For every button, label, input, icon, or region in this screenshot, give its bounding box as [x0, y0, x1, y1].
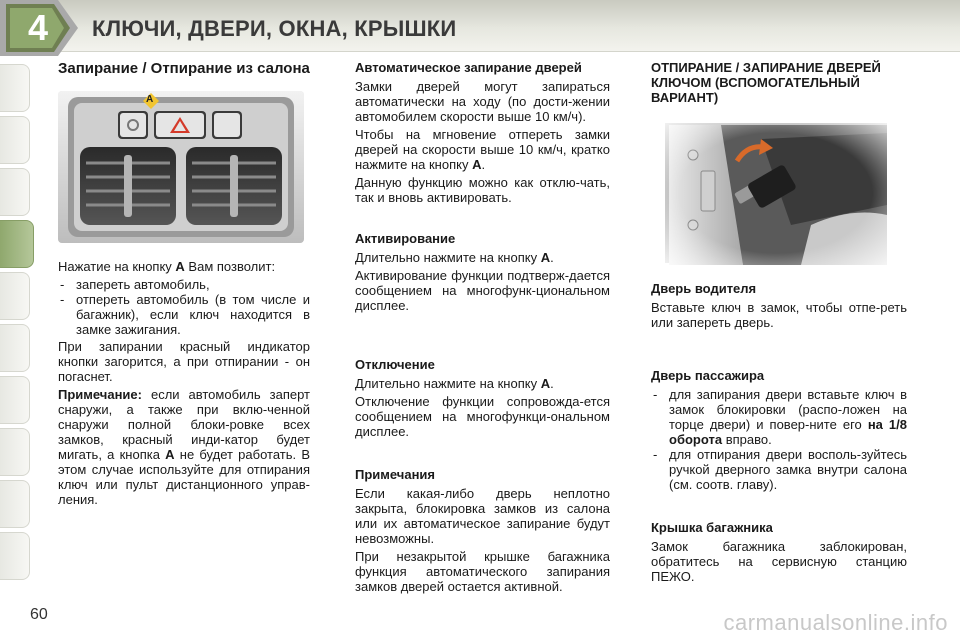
list-item: - запереть автомобиль,	[58, 277, 310, 292]
side-tab-3[interactable]	[0, 168, 30, 216]
list-item: - для отпирания двери восполь-зуйтесь ручкой дверного замка внутри салона (см. соотв. главу).	[651, 447, 907, 492]
page-number: 60	[30, 606, 48, 623]
section-heading-key-locking: ОТПИРАНИЕ / ЗАПИРАНИЕ ДВЕРЕЙ КЛЮЧОМ (ВСПОМОГАТЕЛЬНЫЙ ВАРИАНТ)	[651, 60, 881, 105]
lock-indicator-paragraph: При запирании красный индикатор кнопки загорится, а при отпирании - он погаснет.	[58, 339, 310, 384]
watermark: carmanualsonline.info	[723, 610, 948, 635]
side-tab-2[interactable]	[0, 116, 30, 164]
section-heading-passenger-door: Дверь пассажира	[651, 368, 765, 383]
activation-p1	[355, 250, 610, 265]
door-key-illustration	[651, 115, 901, 271]
section-heading-driver-door: Дверь водителя	[651, 281, 757, 296]
intro-text-end: Вам позволит:	[184, 259, 276, 274]
auto-lock-p2-end: .	[481, 157, 486, 172]
auto-lock-p2	[355, 127, 610, 172]
side-tab-7[interactable]	[0, 376, 30, 424]
section-heading-activation: Активирование	[355, 231, 456, 246]
intro-text: Нажатие на кнопку	[58, 259, 176, 274]
side-tab-5[interactable]	[0, 272, 30, 320]
dashboard-photo	[58, 91, 304, 243]
deactivation-p2: Отключение функции сопровожда-ется сообщением на многофункци-ональном дисплее.	[355, 394, 610, 439]
deactivation-p1	[355, 376, 610, 391]
trunk-text: Замок багажника заблокирован, обратитесь на сервисную станцию ПЕЖО.	[651, 539, 907, 584]
interior-actions-list	[58, 277, 310, 337]
activation-p1-text: Длительно нажмите на кнопку	[355, 250, 541, 265]
door-lock-photo	[651, 115, 901, 271]
deactivation-p1-text: Длительно нажмите на кнопку	[355, 376, 541, 391]
photo-label-a: A	[146, 94, 154, 105]
list-item: - отпереть автомобиль (в том числе и багажник), если ключ находится в замке зажигания.	[58, 292, 310, 337]
note-text: если автомобиль заперт снаружи, а также при вклю-ченной снаружи полной блоки-ровке всех замков, красный инди-катор будет мигать, а кнопка	[58, 387, 310, 462]
section-heading-auto-locking: Автоматическое запирание дверей	[355, 60, 582, 75]
section-heading-trunk: Крышка багажника	[651, 520, 773, 535]
side-tab-9[interactable]	[0, 480, 30, 528]
note-text-end: не будет работать. В этом случае используйте для отпирания ключ или пульт дистанционного управ-ления.	[58, 447, 310, 507]
side-tab-1[interactable]	[0, 64, 30, 112]
deactivation-p1-end: .	[550, 376, 554, 391]
note-label: Примечание:	[58, 387, 142, 402]
note-paragraph	[58, 387, 310, 507]
activation-key-a: A	[540, 250, 551, 265]
side-tab-8[interactable]	[0, 428, 30, 476]
auto-lock-p1: Замки дверей могут запираться автоматически на ходу (по дости-жении автомобилем скорости выше 10 км/ч).	[355, 79, 610, 124]
passenger-item1-text: для запирания двери вставьте ключ в замок блокировки (распо-ложен на торце двери) и повер-ните его	[669, 387, 907, 432]
side-tab-10[interactable]	[0, 532, 30, 580]
passenger-item1-end: вправо.	[722, 432, 772, 447]
auto-lock-p3: Данную функцию можно как отклю-чать, так и вновь активировать.	[355, 175, 610, 205]
auto-lock-key-a: A	[472, 157, 482, 172]
side-tab-6[interactable]	[0, 324, 30, 372]
chapter-tab	[0, 0, 78, 56]
column-key-locking	[651, 60, 907, 584]
note-key-a: A	[165, 447, 175, 462]
activation-p1-end: .	[550, 250, 554, 265]
dashboard-vents-illustration	[58, 91, 304, 243]
notes-p1: Если какая-либо дверь неплотно закрыта, блокировка замков из салона или их автоматическое запирание будут невозможны.	[355, 486, 610, 546]
auto-lock-p2-text: Чтобы на мгновение отпереть замки дверей на скорости выше 10 км/ч, кратко нажмите на кнопку	[355, 127, 610, 172]
side-tabs	[0, 60, 36, 580]
driver-door-text: Вставьте ключ в замок, чтобы отпе-реть или запереть дверь.	[651, 300, 907, 330]
notes-p2: При незакрытой крышке багажника функция автоматического запирания замков дверей остается активной.	[355, 549, 610, 594]
activation-p2: Активирование функции подтверж-дается сообщением на многофунк-циональном дисплее.	[355, 268, 610, 313]
column-auto-locking	[355, 60, 610, 594]
section-heading-deactivation: Отключение	[355, 357, 435, 372]
list-item	[651, 387, 907, 447]
intro-paragraph	[58, 259, 310, 274]
deactivation-key-a: A	[540, 376, 551, 391]
page-title: КЛЮЧИ, ДВЕРИ, ОКНА, КРЫШКИ	[92, 16, 457, 41]
passenger-item1-bold: на 1/8 оборота	[669, 417, 907, 447]
section-heading-interior-locking: Запирание / Отпирание из салона	[58, 60, 310, 77]
chapter-number: 4	[27, 7, 49, 48]
passenger-door-list	[651, 387, 907, 492]
column-interior-locking	[58, 60, 310, 507]
section-heading-notes: Примечания	[355, 467, 436, 482]
side-tab-4-active[interactable]	[0, 220, 34, 268]
intro-key-a: A	[175, 259, 185, 274]
